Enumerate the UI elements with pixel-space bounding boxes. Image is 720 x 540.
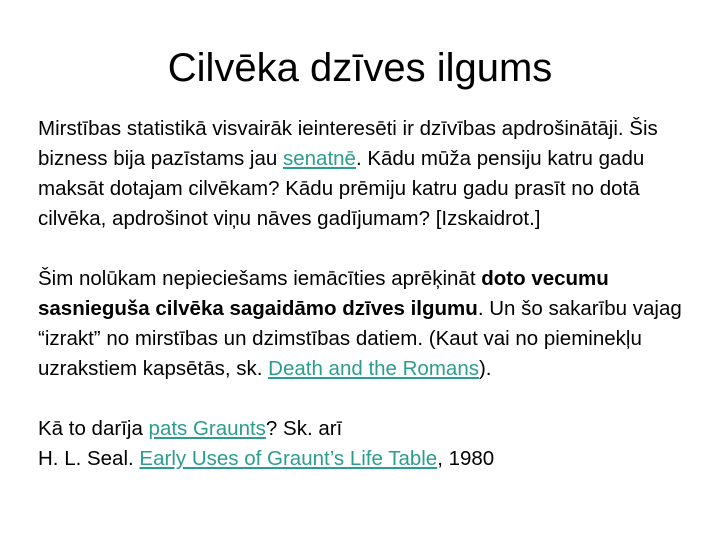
paragraph-text: Šim nolūkam nepieciešams iemācīties aprēķināt (38, 267, 482, 290)
slide-body (38, 114, 688, 474)
link-death-and-the-romans[interactable]: Death and the Romans (268, 357, 479, 380)
paragraph-text: Mirstības statistikā visvairāk ieinteresēti ir dzīvības apdrošinātāji. Šis bizness bija pazīstams jau (38, 117, 658, 170)
link-senatne[interactable]: senatnē (282, 147, 356, 170)
link-pats-graunts[interactable]: pats Graunts (148, 417, 266, 440)
slide-title: Cilvēka dzīves ilgums (167, 46, 553, 90)
paragraph-text: , 1980 (437, 447, 495, 470)
paragraph-text: H. L. Seal. (38, 447, 140, 470)
paragraph-text: . Un šo sakarību vajag “izrakt” no mirstības un dzimstības datiem. (Kaut vai no pieminekļu uzrakstiem kapsētās, sk. (38, 297, 682, 380)
link-early-uses-of-graunts-life-table[interactable]: Early Uses of Graunt’s Life Table (139, 447, 438, 470)
paragraph-insurance (38, 114, 688, 234)
paragraph-life-expectancy (38, 264, 688, 384)
paragraph-text: ? Sk. arī (265, 417, 343, 440)
paragraph-references (38, 414, 688, 474)
paragraph-text: ). (478, 357, 492, 380)
paragraph-text: . Kādu mūža pensiju katru gadu maksāt dotajam cilvēkam? Kādu prēmiju katru gadu prasīt no dotā cilvēka, apdrošinot viņu nāves gadījumam? [Izskaidrot.] (38, 147, 645, 230)
paragraph-text: Kā to darīja (38, 417, 149, 440)
emphasis-text: doto vecumu sasnieguša cilvēka sagaidāmo dzīves ilgumu (38, 267, 609, 320)
